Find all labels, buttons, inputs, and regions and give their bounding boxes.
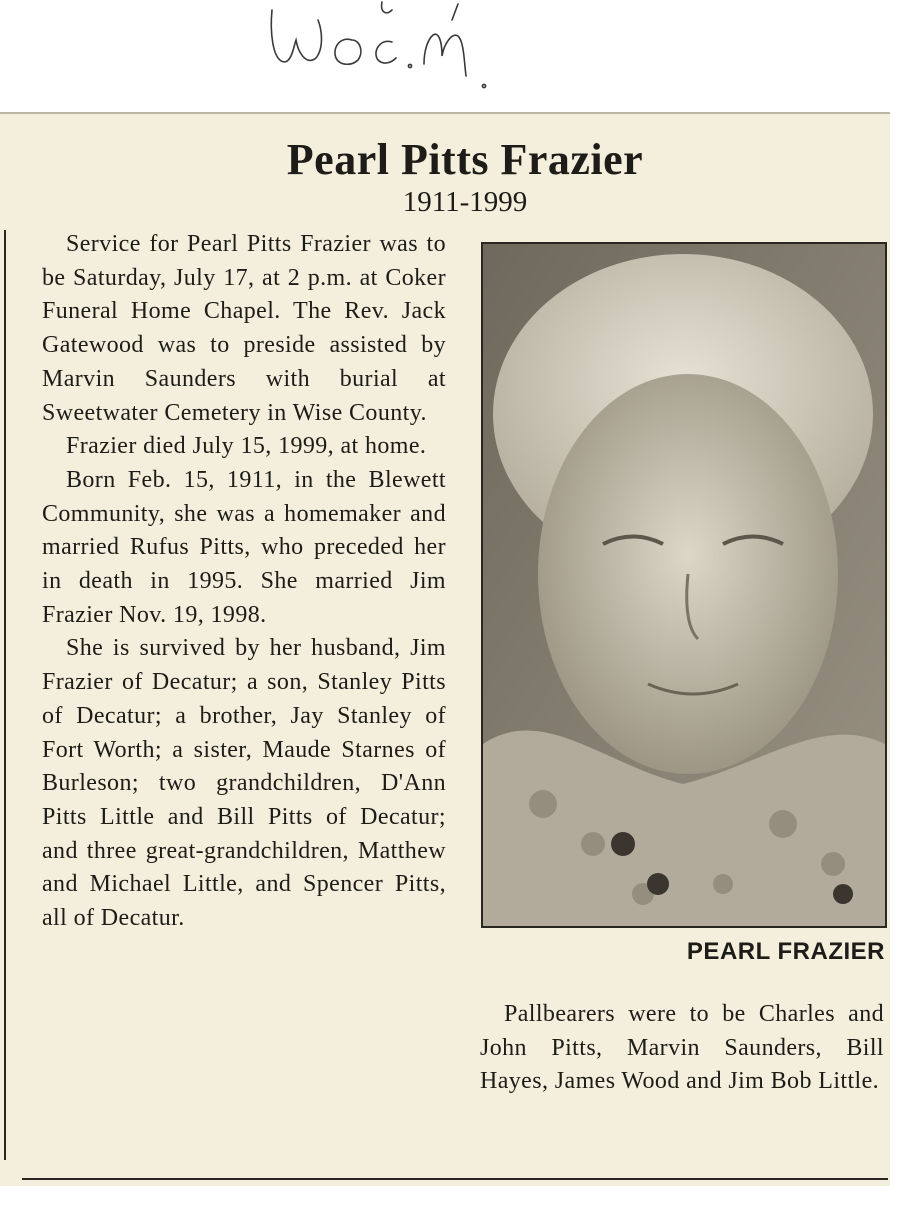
obituary-body-left: [42, 228, 446, 936]
newspaper-clipping: [0, 112, 890, 1186]
obituary-headline: Pearl Pitts Frazier: [286, 135, 644, 184]
portrait-photo: [481, 242, 887, 928]
obituary-years: 1911-1999: [402, 186, 528, 218]
column-rule: [4, 230, 6, 1160]
paragraph-death: Frazier died July 15, 1999, at home.: [66, 433, 427, 460]
bottom-rule: [22, 1178, 888, 1180]
paragraph-service: Service for Pearl Pitts Frazier was to be Saturday, July 17, at 2 p.m. at Coker Funeral Home Chapel. The Rev. Jack Gatewood was to preside assisted by Marvin Saunders with burial at Sweetwater Cemetery in Wise County.: [42, 231, 446, 426]
paragraph-pallbearers: Pallbearers were to be Charles and John Pitts, Marvin Saunders, Bill Hayes, James Wood and Jim Bob Little.: [480, 1001, 884, 1095]
handwritten-note: [262, 0, 522, 100]
paragraph-birth: Born Feb. 15, 1911, in the Blewett Community, she was a homemaker and married Rufus Pitts, who preceded her in death in 1995. She married Jim Frazier Nov. 19, 1998.: [42, 466, 446, 628]
paragraph-survivors: She is survived by her husband, Jim Frazier of Decatur; a son, Stanley Pitts of Decatur; a brother, Jay Stanley of Fort Worth; a sister, Maude Starnes of Burleson; two grandchildren, D'Ann Pitts Little and Bill Pitts of Decatur; and three great-grandchildren, Matthew and Michael Little, and Spencer Pitts, all of Decatur.: [42, 635, 446, 932]
obituary-body-right: [480, 998, 884, 1099]
photo-caption: PEARL FRAZIER: [686, 938, 885, 965]
